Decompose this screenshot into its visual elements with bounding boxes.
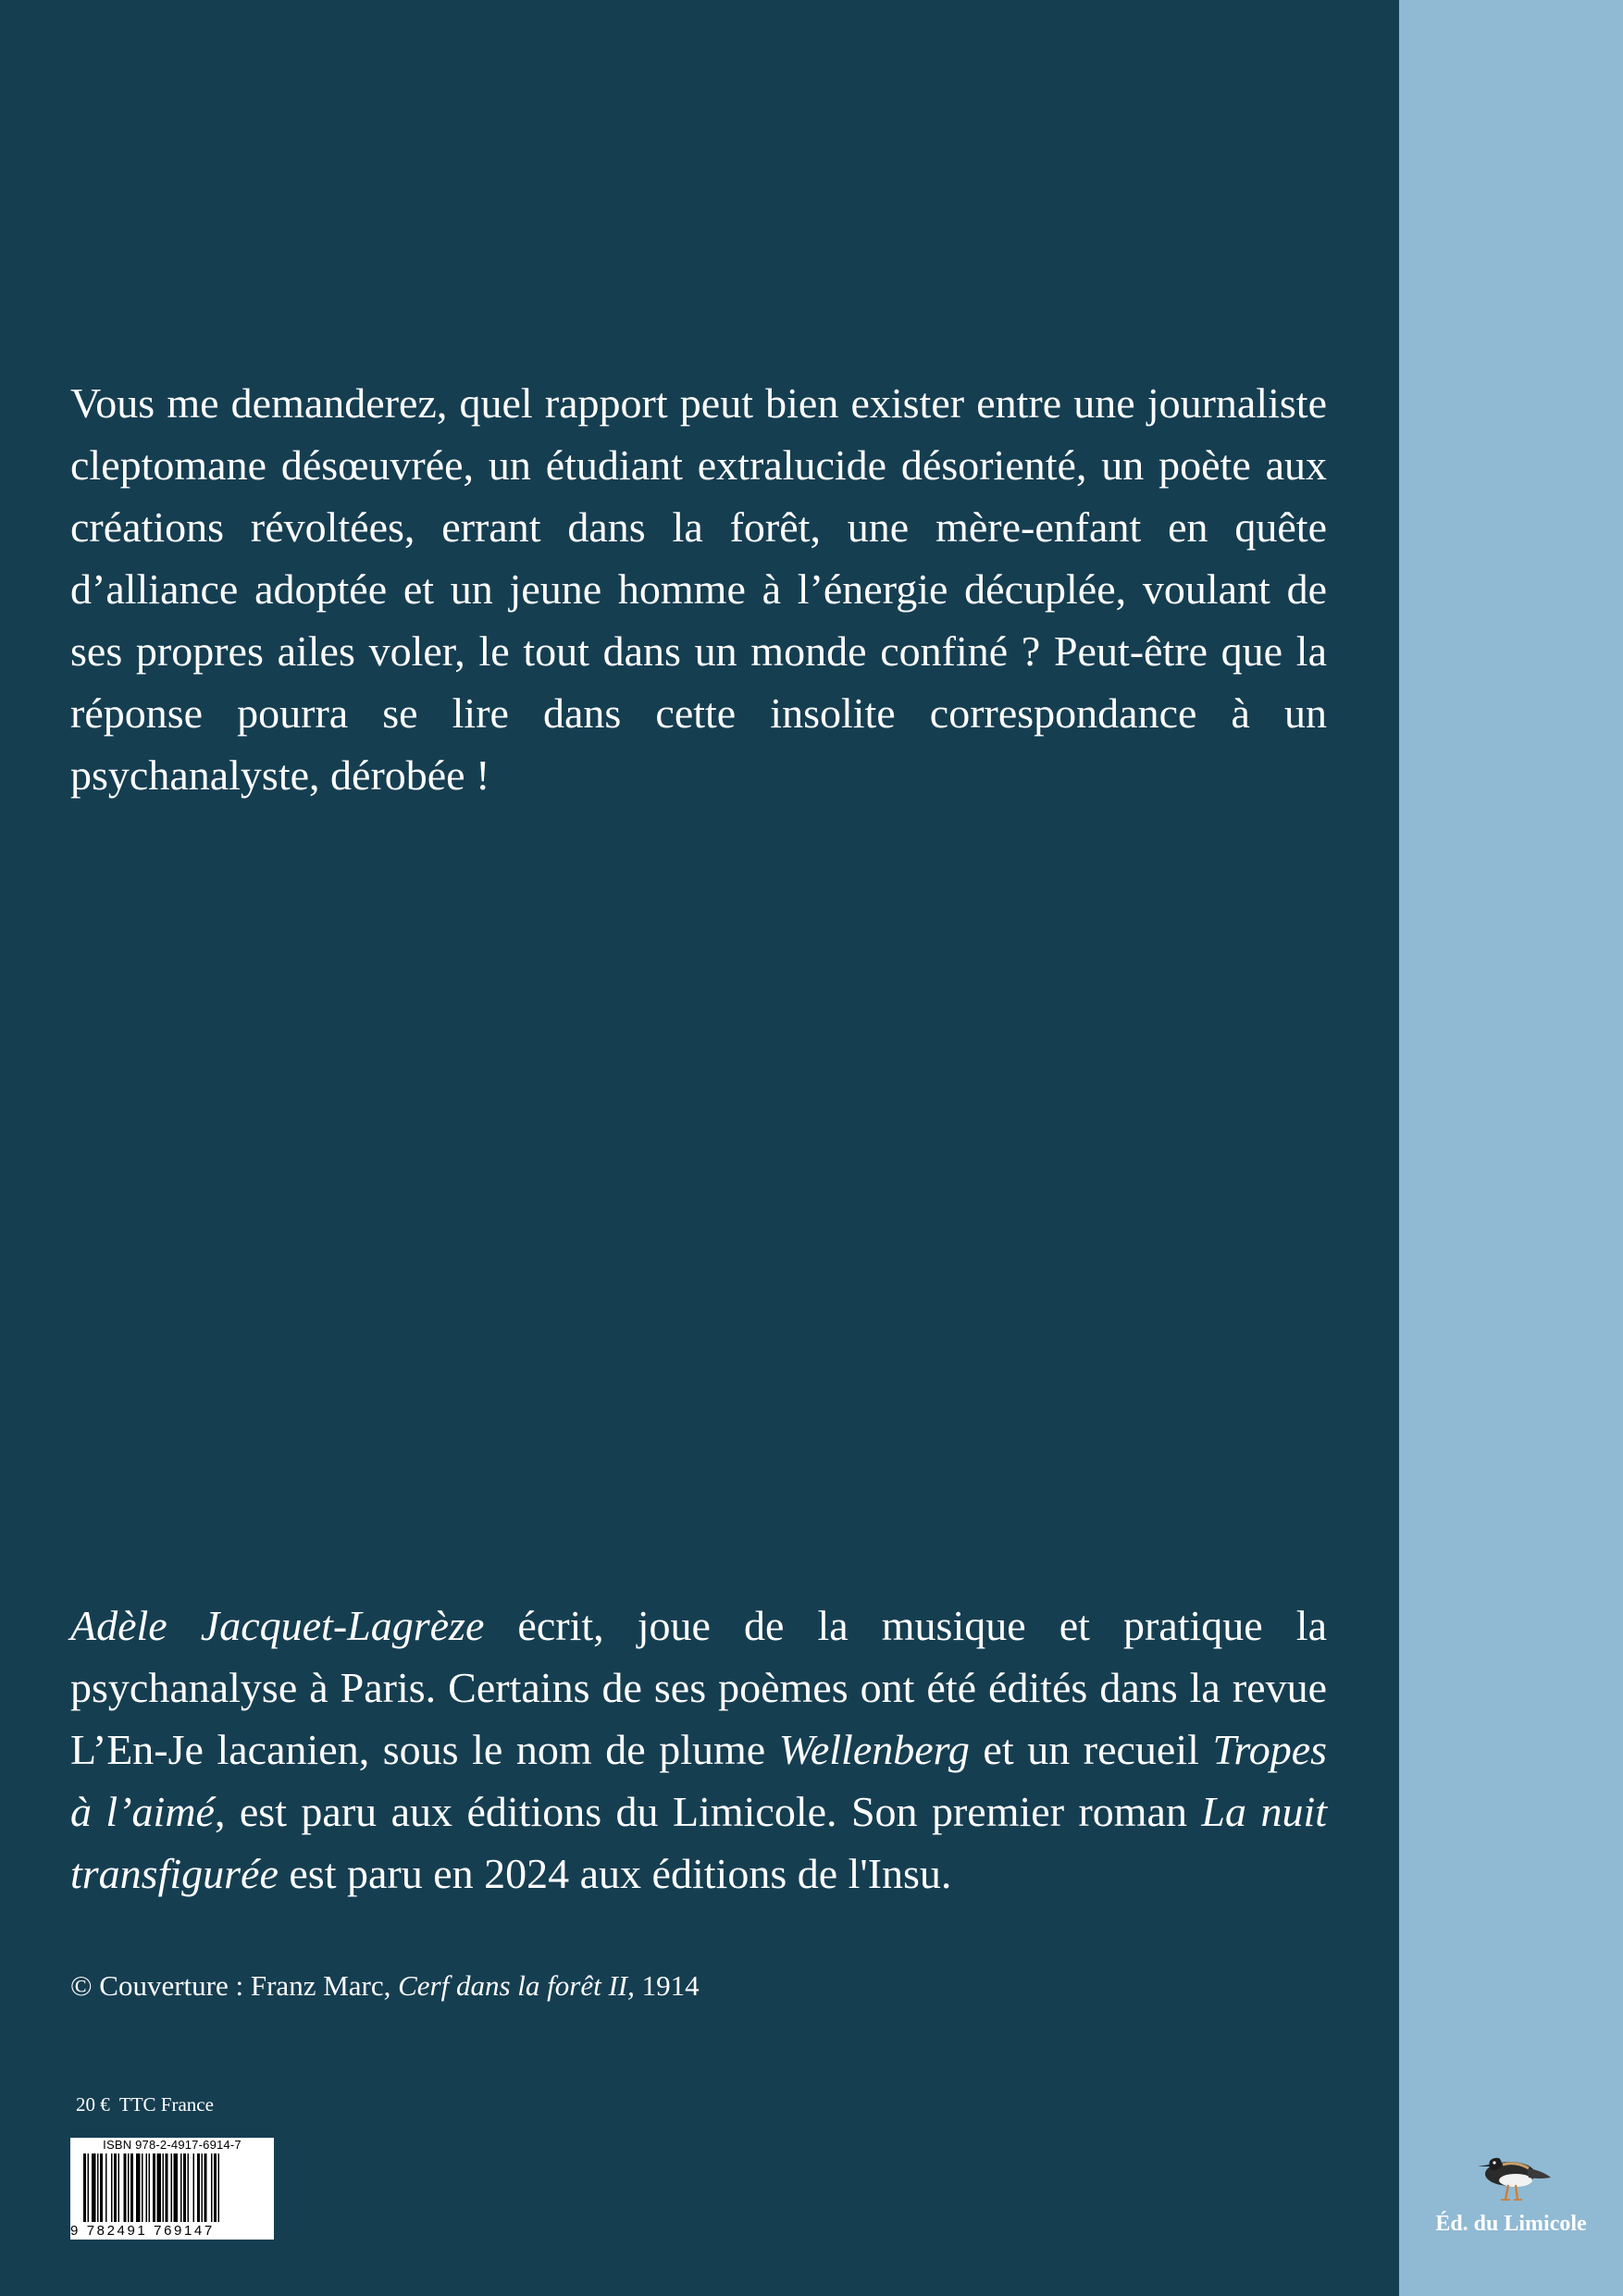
barcode-bar <box>174 2153 179 2222</box>
barcode-bar <box>149 2153 151 2222</box>
barcode-bar <box>197 2153 200 2222</box>
barcode-bar <box>130 2153 133 2222</box>
credit-year: 1914 <box>634 1969 700 2002</box>
sandpiper-bird-icon <box>1462 2141 1564 2215</box>
barcode-bar <box>214 2153 217 2222</box>
barcode-bar <box>211 2153 213 2222</box>
barcode-bar <box>83 2153 86 2222</box>
barcode-bar <box>128 2153 130 2222</box>
blurb-paragraph: Vous me demanderez, quel rapport peut bien exister entre une journaliste cleptomane désœuvrée, un étudiant extralucide désorienté, un poète aux créations révoltées, errant dans la forêt, une mère-enfant en quête d’alliance adoptée et un jeune homme à l’énergie décuplée, voulant de ses propres ailes voler, le tout dans un monde confiné ? Peut-être que la réponse pourra se lire dans cette insolite correspondance à un psychanalyste, dérobée ! <box>70 379 1327 799</box>
bio-text-2: et un recueil <box>969 1726 1213 1773</box>
bio-text-3: , est paru aux éditions du Limicole. Son premier roman <box>214 1788 1202 1835</box>
barcode-bar <box>142 2153 143 2222</box>
barcode-bar <box>180 2153 182 2222</box>
barcode-bar <box>124 2153 127 2222</box>
barcode-bar <box>218 2153 220 2222</box>
barcode-bar <box>157 2153 162 2222</box>
author-name: Adèle Jacquet-Lagrèze <box>70 1602 485 1649</box>
barcode-bar <box>202 2153 204 2222</box>
barcode-bar <box>146 2153 148 2222</box>
isbn-label: ISBN 978-2-4917-6914-7 <box>103 2138 242 2152</box>
publisher-name: Éd. du Limicole <box>1435 2212 1587 2236</box>
barcode-bar <box>188 2153 190 2222</box>
barcode-bar <box>166 2153 168 2222</box>
author-bio-paragraph <box>70 1595 1327 1905</box>
credit-artwork: Cerf dans la forêt II, <box>398 1969 635 2002</box>
barcode-bar <box>114 2153 117 2222</box>
barcode-bar <box>88 2153 90 2222</box>
barcode-bar <box>136 2153 141 2222</box>
barcode-bar <box>153 2153 155 2222</box>
barcode-bar <box>163 2153 165 2222</box>
bio-text-1: écrit, joue de la musique et pratique la psychanalyse à Paris. Certains de ses poèmes ont été édités dans la revue L’En-Je lacanien, sous le nom de plume <box>70 1602 1327 1773</box>
novel-title: La nuit transfigurée <box>70 1788 1328 1897</box>
barcode-bar <box>193 2153 195 2222</box>
barcode-bar <box>97 2153 99 2222</box>
barcode-bar <box>118 2153 120 2222</box>
pen-name: Wellenberg <box>778 1726 970 1773</box>
credit-prefix: © Couverture : Franz Marc, <box>70 1969 399 2002</box>
barcode-bar <box>111 2153 113 2222</box>
bio-text-4: est paru en 2024 aux éditions de l'Insu. <box>278 1850 952 1897</box>
ean-digits: 9 782491 769147 <box>70 2223 215 2239</box>
spine-band <box>1399 0 1623 2296</box>
barcode-bar <box>92 2153 96 2222</box>
barcode-bar <box>100 2153 103 2222</box>
collection-title: Tropes à l’aimé <box>70 1726 1328 1835</box>
barcode-bar <box>105 2153 107 2222</box>
barcode-bar <box>171 2153 173 2222</box>
isbn-barcode <box>70 2138 274 2240</box>
barcode-bar <box>204 2153 207 2222</box>
price-label: 20 € TTC France <box>76 2093 214 2116</box>
cover-credit <box>70 1967 1273 2005</box>
barcode-bar <box>183 2153 186 2222</box>
